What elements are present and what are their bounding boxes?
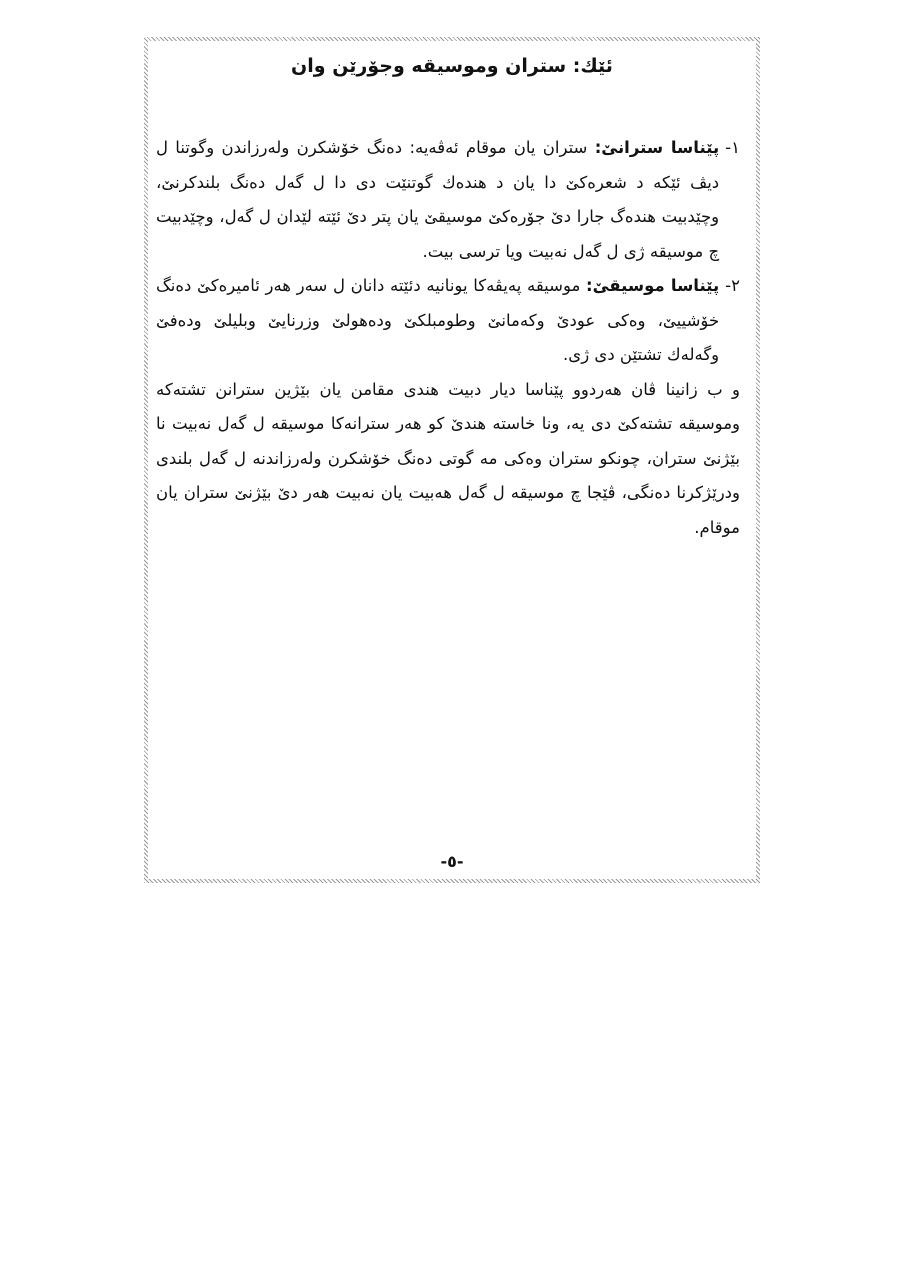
item-term: پێناسا موسیقێ: [586,276,720,295]
page-frame [144,37,760,883]
page-number: -٥- [440,852,464,871]
definition-item-song [156,131,740,269]
item-body [156,131,719,269]
page-title: ئێك: ستران وموسیقه وجۆرێن وان [291,55,613,77]
item-text: ستران یان موقام ئەڤەیە: دەنگ خۆشكرن ولەرزاندن وگوتنا ل دیڤ ئێكە د شعرەكێ دا یان د هندەك گوتنێت دی دا ل گەل دەنگ بلندكرنێ، وچێدبیت هندەگ جارا دێ جۆرەكێ موسیقێ یان پتر دێ ئێتە لێدان ل گەل، وچێدبیت چ موسیقه ژی ل گەل نەبیت ویا ترسی بیت. [156,138,720,261]
item-number: ٢- [725,276,740,295]
item-number: ١- [725,138,740,157]
item-text: موسیقه پەیڤەكا یونانیە دئێتە دانان ل سەر هەر ئامیرەكێ دەنگ خۆشییێ، وەكی عودێ وكەمانێ وطومبلكێ ودەهولێ وزرنایێ وبلیلێ ودەفێ وگەلەك تشتێن دی ژی. [156,276,720,364]
page-content [156,131,740,545]
item-term: پێناسا سترانێ: [594,138,720,157]
page-inner [148,41,756,879]
body-paragraph: و ب زانینا ڤان هەردوو پێناسا دیار دبیت هندی مقامن یان بێژین سترانن تشتەكە وموسیقه تشتەكێ دی یە، ونا خاستە هندێ كو هەر سترانەكا موسیقه ل گەل نەبیت نا بێژنێ ستران، چونكو ستران وەكی مە گوتی دەنگ خۆشكرن ولەرزاندنە ل گەل بلندی ودرێژكرنا دەنگی، ڤێجا چ موسیقه ل گەل هەبیت یان نەبیت هەر دێ بێژنێ ستران یان موقام. [156,379,740,537]
item-body [156,269,719,373]
definition-item-music [156,269,740,373]
